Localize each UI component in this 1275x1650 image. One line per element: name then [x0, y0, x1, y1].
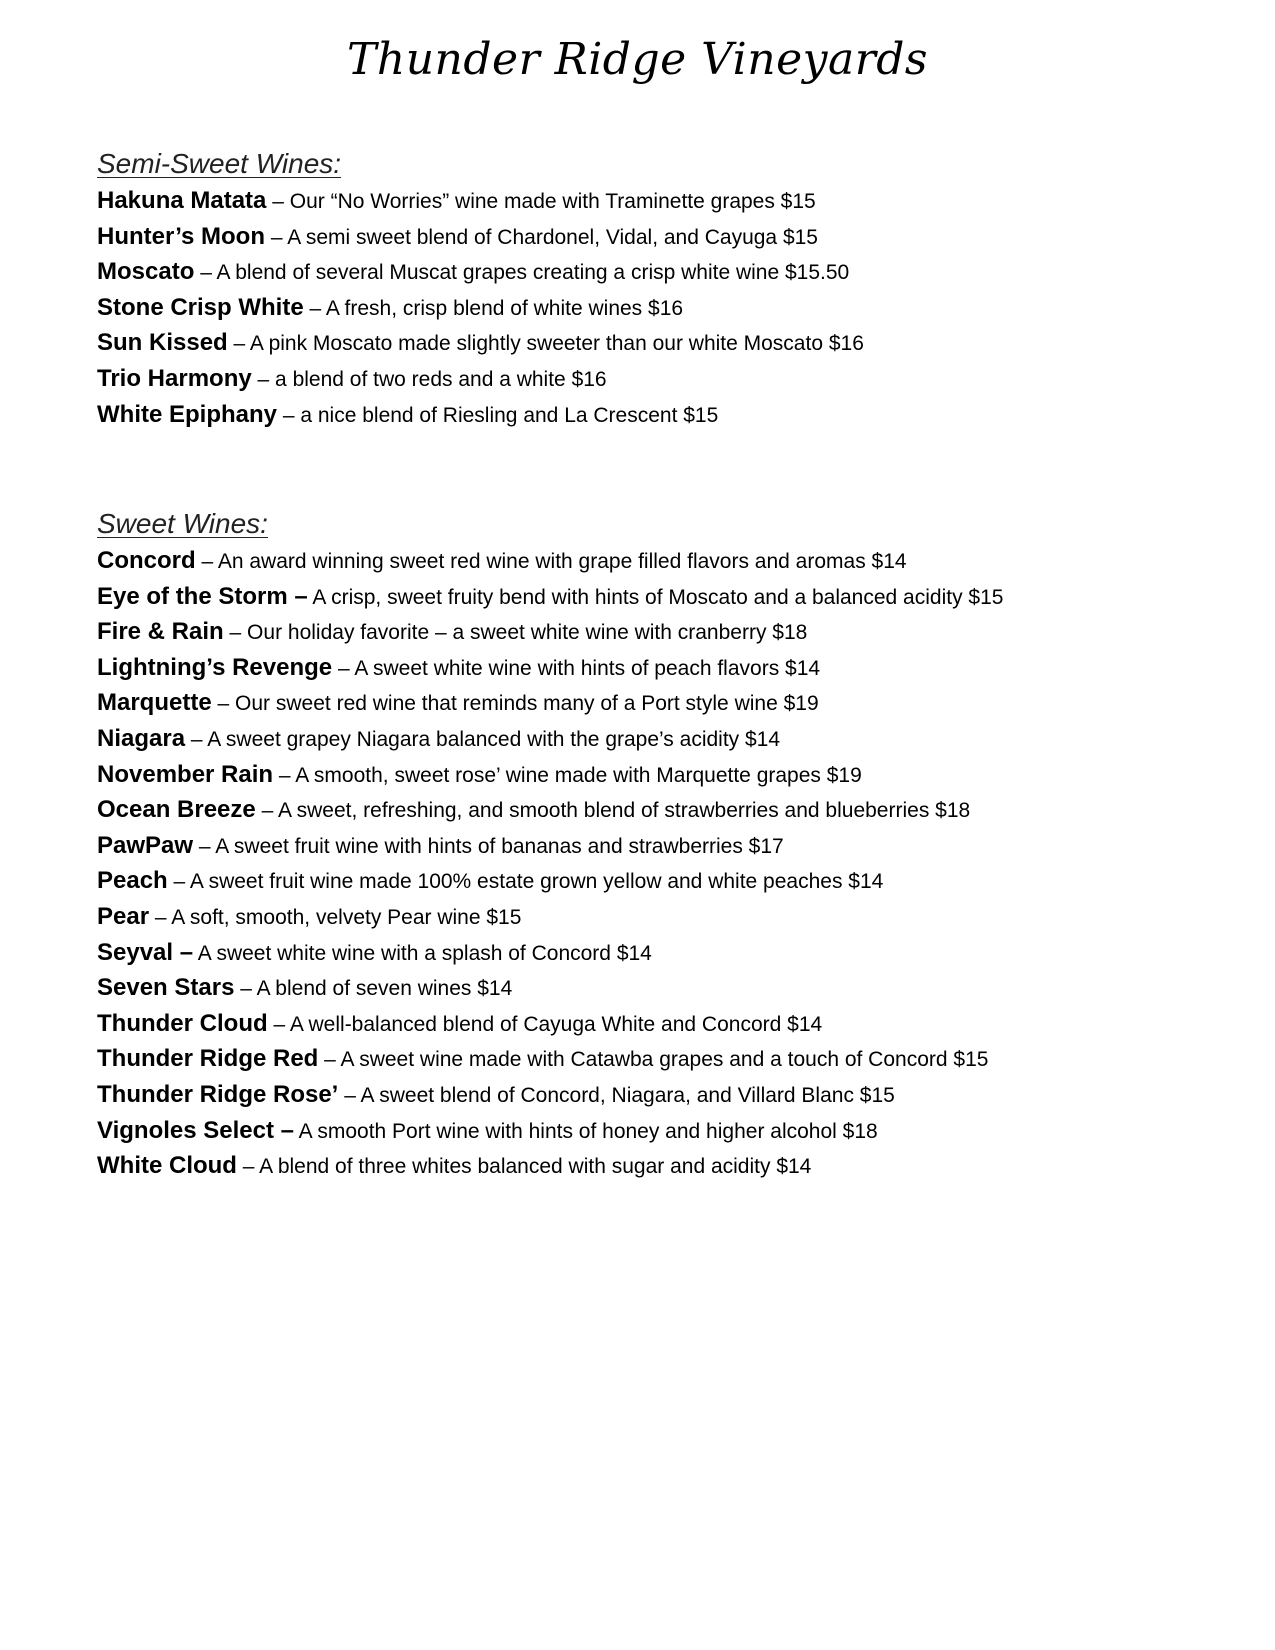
wine-name: Pear: [97, 902, 150, 930]
wine-item: [97, 828, 1227, 864]
wine-item: [97, 792, 1227, 828]
section-heading-semi-sweet: Semi-Sweet Wines:: [97, 148, 342, 179]
wine-name: Fire & Rain: [97, 618, 224, 646]
sweet-section: [97, 505, 1227, 1184]
wine-name: Sun Kissed: [97, 329, 228, 357]
wine-description: – An award winning sweet red wine with grape filled flavors and aromas $14: [195, 550, 907, 573]
wine-description: – Our “No Worries” wine made with Traminette grapes $15: [266, 190, 816, 213]
wine-description: – A sweet fruit wine made 100% estate grown yellow and white peaches $14: [167, 870, 884, 894]
wine-name: Marquette: [97, 689, 212, 717]
wine-item: [97, 614, 1227, 650]
wine-description: – A blend of three whites balanced with sugar and acidity $14: [236, 1155, 812, 1179]
wine-description: – a blend of two reds and a white $16: [251, 367, 607, 391]
wine-description: – A smooth, sweet rose’ wine made with Marquette grapes $19: [273, 763, 862, 787]
wine-description: A sweet white wine with a splash of Concord $14: [193, 941, 652, 965]
wine-description: – A sweet fruit wine with hints of bananas and strawberries $17: [193, 834, 784, 858]
wine-name: November Rain: [97, 760, 274, 788]
wine-description: – A sweet blend of Concord, Niagara, and Villard Blanc $15: [338, 1083, 895, 1107]
wine-description: – A well-balanced blend of Cayuga White and Concord $14: [267, 1012, 823, 1036]
wine-name: Seven Stars: [97, 974, 235, 1002]
wine-description: – Our holiday favorite – a sweet white wine with cranberry $18: [223, 621, 808, 645]
wine-name: Thunder Ridge Red: [97, 1045, 319, 1073]
section-heading-sweet: Sweet Wines:: [97, 508, 268, 539]
wine-description: – A semi sweet blend of Chardonel, Vidal, and Cayuga $15: [265, 225, 818, 249]
wine-item: [97, 1148, 1227, 1184]
wine-item: [97, 1006, 1227, 1042]
wine-description: A smooth Port wine with hints of honey and higher alcohol $18: [293, 1119, 878, 1143]
wine-description: – A sweet, refreshing, and smooth blend of strawberries and blueberries $18: [255, 799, 971, 823]
wine-item: [97, 579, 1227, 615]
wine-name: Moscato: [97, 258, 195, 286]
wine-item: [97, 1041, 1227, 1077]
wine-description: A crisp, sweet fruity bend with hints of Moscato and a balanced acidity $15: [307, 585, 1004, 609]
wine-description: – A blend of seven wines $14: [234, 977, 513, 1001]
semi-sweet-wine-list: [97, 183, 1227, 432]
wine-item: [97, 757, 1227, 793]
wine-name: Peach: [97, 867, 168, 895]
wine-item: [97, 1077, 1227, 1113]
wine-item: [97, 970, 1227, 1006]
wine-name: Niagara: [97, 724, 186, 752]
wine-item: [97, 290, 1227, 326]
wine-description: – A sweet white wine with hints of peach flavors $14: [332, 656, 821, 680]
wine-name: Hakuna Matata: [97, 187, 267, 214]
wine-name: Seyval –: [97, 938, 194, 966]
wine-item: [97, 685, 1227, 721]
wine-item: [97, 650, 1227, 686]
wine-item: [97, 1113, 1227, 1149]
wine-item: [97, 325, 1227, 361]
wine-item: [97, 183, 1227, 219]
wine-description: – Our sweet red wine that reminds many of a Port style wine $19: [211, 692, 819, 716]
wine-item: [97, 899, 1227, 935]
wine-name: PawPaw: [97, 831, 194, 859]
wine-description: – A sweet wine made with Catawba grapes and a touch of Concord $15: [318, 1048, 989, 1072]
wine-name: Hunter’s Moon: [97, 222, 265, 250]
wine-name: Eye of the Storm –: [97, 582, 308, 610]
wine-name: Ocean Breeze: [97, 796, 256, 824]
wine-item: [97, 397, 1227, 433]
wine-name: White Cloud: [97, 1152, 237, 1180]
wine-item: [97, 935, 1227, 971]
wine-name: White Epiphany: [97, 400, 277, 428]
wine-item: [97, 219, 1227, 255]
wine-name: Concord: [97, 547, 196, 574]
wine-name: Thunder Ridge Rose’: [97, 1080, 339, 1108]
wine-item: [97, 721, 1227, 757]
wine-description: – a nice blend of Riesling and La Crescent $15: [277, 403, 719, 427]
wine-description: – A sweet grapey Niagara balanced with the grape’s acidity $14: [185, 727, 781, 751]
wine-description: – A fresh, crisp blend of white wines $16: [303, 296, 684, 320]
wine-name: Trio Harmony: [97, 364, 252, 392]
wine-description: – A soft, smooth, velvety Pear wine $15: [149, 905, 522, 929]
wine-item: [97, 543, 1227, 579]
wine-name: Lightning’s Revenge: [97, 653, 333, 681]
wine-item: [97, 863, 1227, 899]
wine-name: Stone Crisp White: [97, 293, 304, 321]
wine-name: Vignoles Select –: [97, 1116, 294, 1144]
wine-name: Thunder Cloud: [97, 1009, 268, 1037]
wine-description: – A pink Moscato made slightly sweeter than our white Moscato $16: [227, 332, 864, 356]
wine-item: [97, 254, 1227, 290]
sweet-wine-list: [97, 543, 1227, 1184]
page-title: Thunder Ridge Vineyards: [347, 34, 928, 85]
wine-description: – A blend of several Muscat grapes creating a crisp white wine $15.50: [194, 261, 850, 285]
wine-item: [97, 361, 1227, 397]
semi-sweet-section: [97, 145, 1227, 432]
